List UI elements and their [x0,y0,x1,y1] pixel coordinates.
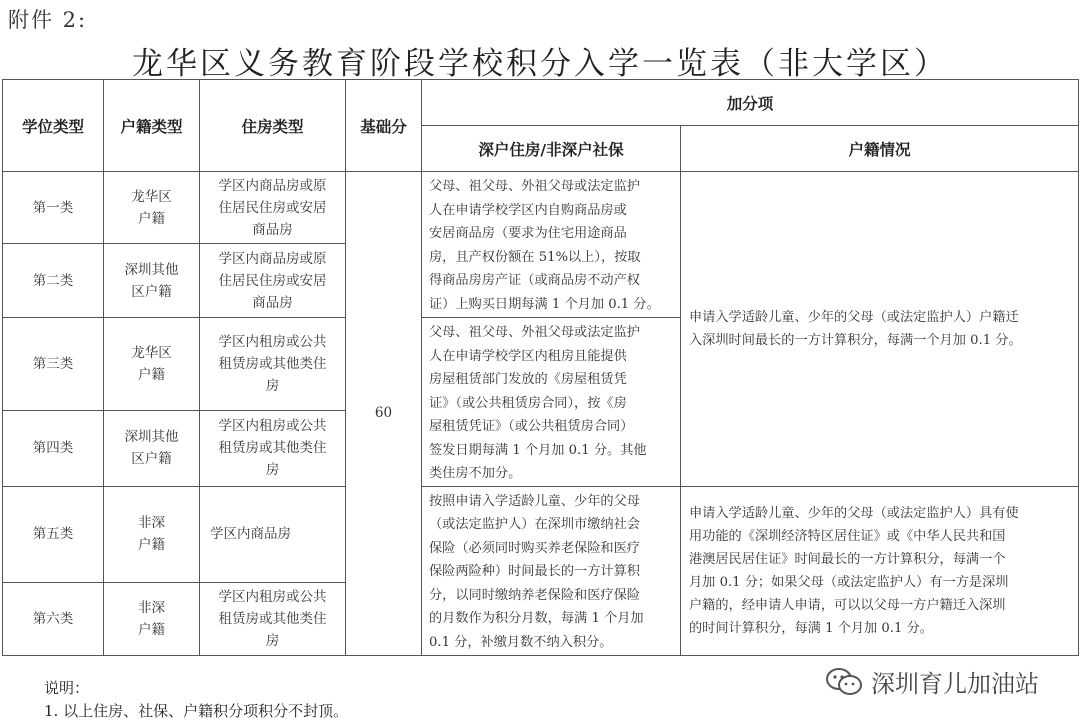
cell-hukou-6: 非深 户籍 [104,582,200,655]
cell-bonus-residence-permit: 申请入学适龄儿童、少年的父母（或法定监护人）具有使 用功能的《深圳经济特区居住证》或《中华人民共和国 港澳居民居住证》时间最长的一方计算积分，每满一个 月加 0.1 分；如果父母（或法定监护人）有一方是深圳 户籍的，经申请人申请，可以以父母一方户籍迁入深圳 的时间计算积分，每满 1 个月加 0.1 分。 [681,486,1079,655]
cell-housing-6: 学区内租房或公共 租赁房或其他类住 房 [200,582,346,655]
cell-housing-4: 学区内租房或公共 租赁房或其他类住 房 [200,411,346,486]
cell-base-score: 60 [346,172,422,656]
cell-bonus-social-insurance: 按照申请入学适龄儿童、少年的父母 （或法定监护人）在深圳市缴纳社会 保险（必须同时购买养老保险和医疗 保险两险种）时间最长的一方计算积 分，以同时缴纳养老保险和医疗保险 的月数作为积分月数，每满 1 个月加 0.1 分，补缴月数不纳入积分。 [422,486,681,655]
header-base-score: 基础分 [346,80,422,172]
cell-housing-1: 学区内商品房或原 住居民住房或安居 商品房 [200,172,346,244]
cell-hukou-2: 深圳其他 区户籍 [104,244,200,318]
header-housing-type: 住房类型 [200,80,346,172]
cell-degree-3: 第三类 [3,318,104,411]
notes-section [44,677,348,723]
notes-item-1: 1. 以上住房、社保、户籍积分项积分不封顶。 [44,702,349,720]
header-degree-type: 学位类型 [3,80,104,172]
admission-points-table [2,79,1079,656]
cell-bonus-hukou-shenzhen: 申请入学适龄儿童、少年的父母（或法定监护人）户籍迁 入深圳时间最长的一方计算积分，每满一个月加 0.1 分。 [681,172,1079,487]
cell-degree-6: 第六类 [3,582,104,655]
cell-bonus-housing-owned: 父母、祖父母、外祖父母或法定监护 人在申请学校学区内自购商品房或 安居商品房（要求为住宅用途商品 房，且产权份额在 51%以上），按取 得商品房房产证（或商品房不动产权 证）上购买日期每满 1 个月加 0.1 分。 [422,172,681,318]
watermark-text: 深圳育儿加油站 [871,670,1039,698]
watermark [825,664,1039,699]
cell-hukou-5: 非深 户籍 [104,486,200,582]
cell-hukou-3: 龙华区 户籍 [104,318,200,411]
notes-label: 说明： [44,679,90,697]
header-bonus-hukou: 户籍情况 [681,126,1079,172]
cell-housing-5: 学区内商品房 [200,486,346,582]
cell-housing-3: 学区内租房或公共 租赁房或其他类住 房 [200,318,346,411]
attachment-label: 附件 2: [8,8,88,32]
cell-degree-5: 第五类 [3,486,104,582]
cell-degree-1: 第一类 [3,172,104,244]
wechat-icon [825,667,863,697]
cell-bonus-housing-rented: 父母、祖父母、外祖父母或法定监护 人在申请学校学区内租房且能提供 房屋租赁部门发放的《房屋租赁凭 证》（或公共租赁房合同），按《房 屋租赁凭证》（或公共租赁房合同） 签发日期每满 1 个月加 0.1 分。其他 类住房不加分。 [422,318,681,487]
page-title: 龙华区义务教育阶段学校积分入学一览表（非大学区） [132,46,948,82]
header-bonus: 加分项 [422,80,1079,126]
cell-hukou-1: 龙华区 户籍 [104,172,200,244]
header-hukou-type: 户籍类型 [104,80,200,172]
cell-degree-4: 第四类 [3,411,104,486]
cell-hukou-4: 深圳其他 区户籍 [104,411,200,486]
cell-degree-2: 第二类 [3,244,104,318]
header-bonus-housing: 深户住房/非深户社保 [422,126,681,172]
cell-housing-2: 学区内商品房或原 住居民住房或安居 商品房 [200,244,346,318]
